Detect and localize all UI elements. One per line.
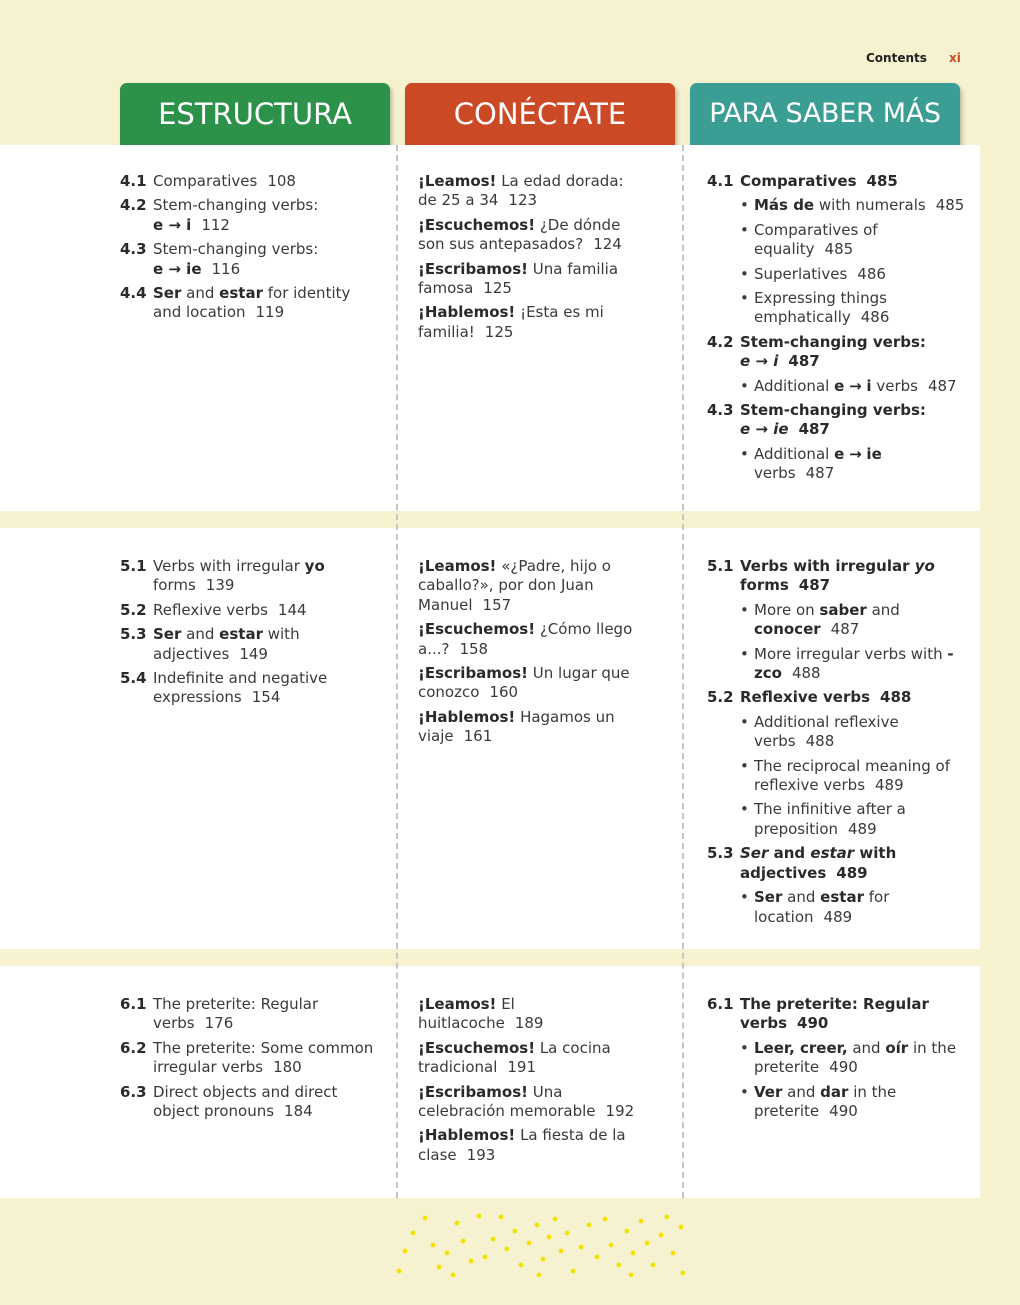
page-ref: 125 — [483, 279, 512, 298]
toc-entry[interactable] — [707, 401, 972, 440]
page-ref: 490 — [829, 1102, 858, 1121]
page-ref: 487 — [830, 620, 860, 639]
tab-para-saber-mas: PARA SABER MÁS — [690, 83, 960, 145]
page-ref: 108 — [267, 172, 296, 190]
toc-entry[interactable] — [418, 708, 668, 747]
toc-entry[interactable] — [707, 557, 972, 596]
stem-change: e → i — [153, 215, 192, 234]
connector: and — [186, 284, 215, 303]
activity-label: ¡Leamos! — [418, 172, 497, 190]
term: oír — [885, 1038, 909, 1057]
activity-label: ¡Escuchemos! — [418, 215, 536, 234]
bullet: • — [740, 196, 749, 215]
column-divider — [396, 145, 398, 1198]
toc-subentry[interactable] — [740, 1039, 972, 1078]
stem-vowel: i — [866, 376, 872, 395]
subentry-title: The infinitive after a preposition — [754, 800, 906, 838]
page-ref: 487 — [927, 376, 957, 395]
activity-label: ¡Escuchemos! — [418, 1038, 536, 1057]
page-ref: 184 — [284, 1102, 313, 1121]
page-ref: 488 — [791, 664, 821, 683]
section-number: 5.1 — [120, 557, 147, 575]
subentry-title: in the preterite — [754, 1082, 897, 1121]
subentry-title: Additional — [754, 376, 830, 395]
ch6-saber-list — [707, 995, 972, 1126]
section-title: with adjectives — [740, 844, 897, 882]
subentry-title: in the preterite — [754, 1038, 957, 1077]
column-divider — [682, 145, 684, 1198]
subentry-title: with numerals — [818, 196, 926, 215]
toc-entry[interactable] — [418, 1039, 643, 1078]
term: Ser — [153, 625, 182, 644]
term: saber — [819, 600, 867, 619]
arrow: → — [849, 444, 862, 463]
section-number: 5.3 — [707, 844, 734, 863]
toc-subentry[interactable] — [740, 800, 972, 839]
ch5-conectate-list — [418, 557, 668, 752]
toc-entry[interactable] — [120, 172, 380, 191]
connector: and — [871, 600, 900, 619]
page-ref: 487 — [788, 352, 820, 371]
stem-e: e — [834, 444, 845, 463]
activity-title: La fiesta de la clase — [418, 1126, 626, 1164]
section-number: 4.4 — [120, 284, 147, 303]
page-ref: 490 — [797, 1014, 829, 1033]
stem-vowel: i — [773, 352, 779, 371]
page-ref: 489 — [823, 907, 853, 926]
section-number: 5.1 — [707, 557, 734, 575]
toc-entry[interactable] — [120, 1083, 380, 1122]
toc-entry[interactable] — [418, 995, 643, 1034]
page-ref: 487 — [798, 576, 831, 595]
bullet: • — [740, 376, 749, 395]
section-title: Verbs with irregular — [740, 557, 910, 575]
toc-entry[interactable] — [120, 1039, 380, 1078]
connector: and — [186, 625, 215, 644]
running-head: Contents — [866, 51, 927, 65]
page-ref: 124 — [593, 235, 622, 254]
toc-subentry[interactable] — [740, 601, 972, 640]
section-title: Stem-changing verbs: — [740, 401, 926, 420]
subentry-title: verbs — [754, 464, 796, 483]
section-title: The preterite: Regular verbs — [153, 995, 319, 1033]
activity-title: ¡Esta es mi familia! — [418, 303, 604, 341]
ch6-estructura-list — [120, 995, 380, 1126]
term: estar — [219, 625, 263, 644]
activity-label: ¡Hablemos! — [418, 707, 516, 726]
connector: and — [787, 888, 816, 907]
page-ref: 157 — [482, 595, 512, 614]
page-ref: 487 — [805, 464, 835, 483]
section-number: 6.1 — [120, 995, 147, 1013]
stem-vowel: ie — [866, 444, 882, 463]
page-ref: 139 — [205, 576, 235, 595]
section-title: Stem-changing verbs: — [153, 196, 319, 215]
decorative-dots — [395, 1213, 687, 1277]
page-ref: 489 — [875, 776, 904, 795]
toc-entry[interactable] — [707, 172, 972, 191]
term: Ser — [740, 844, 769, 863]
subentry-title: Additional — [754, 444, 830, 463]
section-title: Comparatives — [153, 172, 258, 190]
section-number: 4.1 — [120, 172, 147, 190]
toc-entry[interactable] — [418, 260, 643, 299]
term: Más de — [754, 196, 815, 215]
activity-label: ¡Leamos! — [418, 995, 497, 1013]
toc-entry[interactable] — [418, 303, 643, 342]
section-number: 4.1 — [707, 172, 734, 190]
toc-entry[interactable] — [418, 1126, 643, 1165]
subentry-title: The reciprocal meaning of reflexive verbs — [754, 756, 951, 795]
page-ref: 192 — [605, 1102, 635, 1121]
section-title: The preterite: Some common irregular verbs — [153, 1038, 374, 1077]
arrow: → — [755, 352, 768, 371]
subentry-title: verbs — [876, 376, 918, 395]
bullet: • — [740, 888, 749, 907]
arrow: → — [849, 376, 862, 395]
page-ref: 489 — [836, 863, 868, 882]
bullet: • — [740, 600, 749, 619]
toc-subentry[interactable] — [740, 1083, 972, 1122]
page-ref: 488 — [805, 732, 835, 751]
toc-entry[interactable] — [120, 557, 380, 596]
connector: and — [787, 1082, 816, 1101]
page-ref: 488 — [880, 688, 912, 707]
section-number: 6.1 — [707, 995, 734, 1013]
activity-label: ¡Escribamos! — [418, 259, 529, 278]
ch5-saber-list — [707, 557, 972, 932]
toc-entry[interactable] — [418, 557, 668, 615]
toc-subentry[interactable] — [740, 713, 972, 752]
bullet: • — [740, 444, 749, 463]
subentry-title: Additional reflexive verbs — [754, 712, 899, 751]
term: estar — [810, 844, 855, 863]
page-ref: 485 — [824, 240, 854, 259]
subentry-title: More irregular verbs with — [754, 644, 943, 663]
page-ref: 123 — [508, 191, 538, 210]
term: Leer, creer, — [754, 1038, 848, 1057]
page-ref: 119 — [255, 303, 285, 322]
toc-entry[interactable] — [120, 601, 380, 620]
page-ref: 487 — [798, 420, 830, 439]
section-title: Reflexive verbs — [740, 688, 871, 707]
subentry-title: for location — [754, 888, 890, 926]
arrow: → — [755, 420, 768, 439]
term: estar — [219, 284, 263, 303]
page-ref: 486 — [857, 264, 886, 283]
ch4-estructura-list — [120, 172, 380, 328]
term: yo — [304, 557, 325, 575]
activity-title: La edad dorada: de 25 a 34 — [418, 172, 624, 210]
page-ref: 490 — [829, 1058, 858, 1077]
bullet: • — [740, 712, 749, 731]
page-ref: 176 — [204, 1014, 234, 1033]
bullet: • — [740, 644, 749, 663]
term: conocer — [754, 620, 821, 639]
stem-e: e — [740, 420, 751, 439]
section-number: 4.2 — [120, 196, 147, 215]
activity-title: La cocina tradicional — [418, 1038, 611, 1077]
toc-entry[interactable] — [120, 196, 380, 235]
section-number: 4.2 — [707, 332, 734, 351]
stem-vowel: ie — [773, 420, 789, 439]
bullet: • — [740, 264, 749, 283]
page-ref: 149 — [239, 644, 268, 663]
stem-change: e → ie — [153, 259, 202, 278]
section-title: Direct objects and direct object pronouns — [153, 1082, 338, 1121]
section-title: Stem-changing verbs: — [740, 332, 926, 351]
page-ref: 160 — [489, 683, 519, 702]
page-ref: 154 — [251, 688, 281, 707]
section-number: 4.3 — [120, 240, 147, 259]
activity-label: ¡Escribamos! — [418, 664, 529, 683]
tab-estructura: ESTRUCTURA — [120, 83, 390, 145]
activity-title: «¿Padre, hijo o caballo?», por don Juan Manuel — [418, 557, 611, 614]
subentry-title: Comparatives of equality — [754, 220, 878, 259]
page-ref: 189 — [514, 1014, 544, 1033]
section-title: The preterite: Regular verbs — [740, 995, 929, 1033]
page-ref: 489 — [848, 819, 877, 838]
ch4-conectate-list — [418, 172, 643, 347]
section-number: 5.3 — [120, 625, 147, 644]
connector: and — [773, 844, 806, 863]
term: yo — [914, 557, 935, 575]
toc-subentry[interactable] — [740, 645, 972, 684]
toc-entry[interactable] — [418, 664, 668, 703]
ch4-saber-list — [707, 172, 972, 489]
stem-e: e — [834, 376, 845, 395]
toc-entry[interactable] — [120, 240, 380, 279]
section-title: Verbs with irregular — [153, 557, 300, 575]
activity-label: ¡Hablemos! — [418, 303, 516, 322]
page-ref: 485 — [935, 196, 965, 215]
page-ref: 116 — [211, 259, 241, 278]
term: Ser — [153, 284, 182, 303]
toc-entry[interactable] — [707, 844, 972, 883]
toc-subentry[interactable] — [740, 221, 972, 260]
activity-title: ¿De dónde son sus antepasados? — [418, 215, 621, 254]
activity-title: Hagamos un viaje — [418, 707, 615, 746]
section-number: 6.3 — [120, 1082, 147, 1101]
activity-label: ¡Hablemos! — [418, 1126, 516, 1145]
toc-entry[interactable] — [120, 284, 380, 323]
ch5-estructura-list — [120, 557, 380, 713]
page-ref: 161 — [463, 727, 493, 746]
section-number: 5.4 — [120, 669, 147, 688]
section-title: forms — [740, 576, 789, 595]
term: Ser — [754, 888, 783, 907]
section-number: 5.2 — [120, 600, 147, 619]
toc-entry[interactable] — [707, 333, 972, 372]
bullet: • — [740, 1082, 749, 1101]
activity-title: Una familia famosa — [418, 259, 619, 298]
section-number: 4.3 — [707, 401, 734, 420]
section-number: 5.2 — [707, 688, 734, 707]
ch6-conectate-list — [418, 995, 643, 1170]
bullet: • — [740, 289, 749, 308]
page-number: xi — [949, 51, 961, 65]
stem-e: e — [740, 352, 751, 371]
toc-subentry[interactable] — [740, 265, 972, 284]
toc-subentry[interactable] — [740, 196, 972, 215]
section-title: Indefinite and negative expressions — [153, 669, 328, 707]
activity-title: El huitlacoche — [418, 995, 515, 1033]
activity-label: ¡Escribamos! — [418, 1082, 529, 1101]
page-ref: 486 — [860, 308, 890, 327]
toc-entry[interactable] — [418, 1083, 643, 1122]
toc-subentry[interactable] — [740, 757, 972, 796]
subentry-title: Superlatives — [754, 264, 848, 283]
section-title: forms — [153, 576, 196, 595]
term: -zco — [754, 644, 954, 683]
connector: and — [852, 1038, 881, 1057]
term: Ver — [754, 1082, 783, 1101]
section-title: with adjectives — [153, 625, 300, 663]
activity-label: ¡Escuchemos! — [418, 620, 536, 639]
section-title: Comparatives — [740, 172, 857, 190]
section-title: for identity and location — [153, 284, 351, 322]
page-ref: 158 — [459, 639, 489, 658]
toc-entry[interactable] — [120, 995, 380, 1034]
tab-conectate: CONÉCTATE — [405, 83, 675, 145]
activity-title: ¿Cómo llego a...? — [418, 620, 633, 658]
activity-label: ¡Leamos! — [418, 557, 497, 575]
toc-entry[interactable] — [707, 995, 972, 1034]
bullet: • — [740, 220, 749, 239]
bullet: • — [740, 756, 749, 775]
toc-subentry[interactable] — [740, 888, 972, 927]
toc-entry[interactable] — [418, 172, 643, 211]
subentry-title: Expressing things emphatically — [754, 289, 887, 327]
toc-entry[interactable] — [120, 669, 380, 708]
page-ref: 485 — [866, 172, 898, 190]
section-number: 6.2 — [120, 1038, 147, 1057]
term: estar — [820, 888, 864, 907]
page-ref: 191 — [507, 1058, 537, 1077]
page-ref: 193 — [466, 1145, 496, 1164]
bullet: • — [740, 800, 749, 819]
page-ref: 180 — [273, 1058, 302, 1077]
toc-entry[interactable] — [707, 688, 972, 707]
toc-subentry[interactable] — [740, 445, 972, 484]
page-ref: 112 — [201, 215, 230, 234]
toc-entry[interactable] — [120, 625, 380, 664]
page-ref: 144 — [277, 600, 307, 619]
toc-subentry[interactable] — [740, 377, 972, 396]
subentry-title: More on — [754, 600, 815, 619]
bullet: • — [740, 1038, 749, 1057]
toc-entry[interactable] — [418, 216, 643, 255]
section-title: Stem-changing verbs: — [153, 240, 319, 259]
toc-entry[interactable] — [418, 620, 668, 659]
activity-title: Una celebración memorable — [418, 1082, 596, 1121]
toc-subentry[interactable] — [740, 289, 972, 328]
page-ref: 125 — [484, 322, 514, 341]
section-title: Reflexive verbs — [153, 600, 268, 619]
term: dar — [820, 1082, 849, 1101]
activity-title: Un lugar que conozco — [418, 664, 630, 702]
